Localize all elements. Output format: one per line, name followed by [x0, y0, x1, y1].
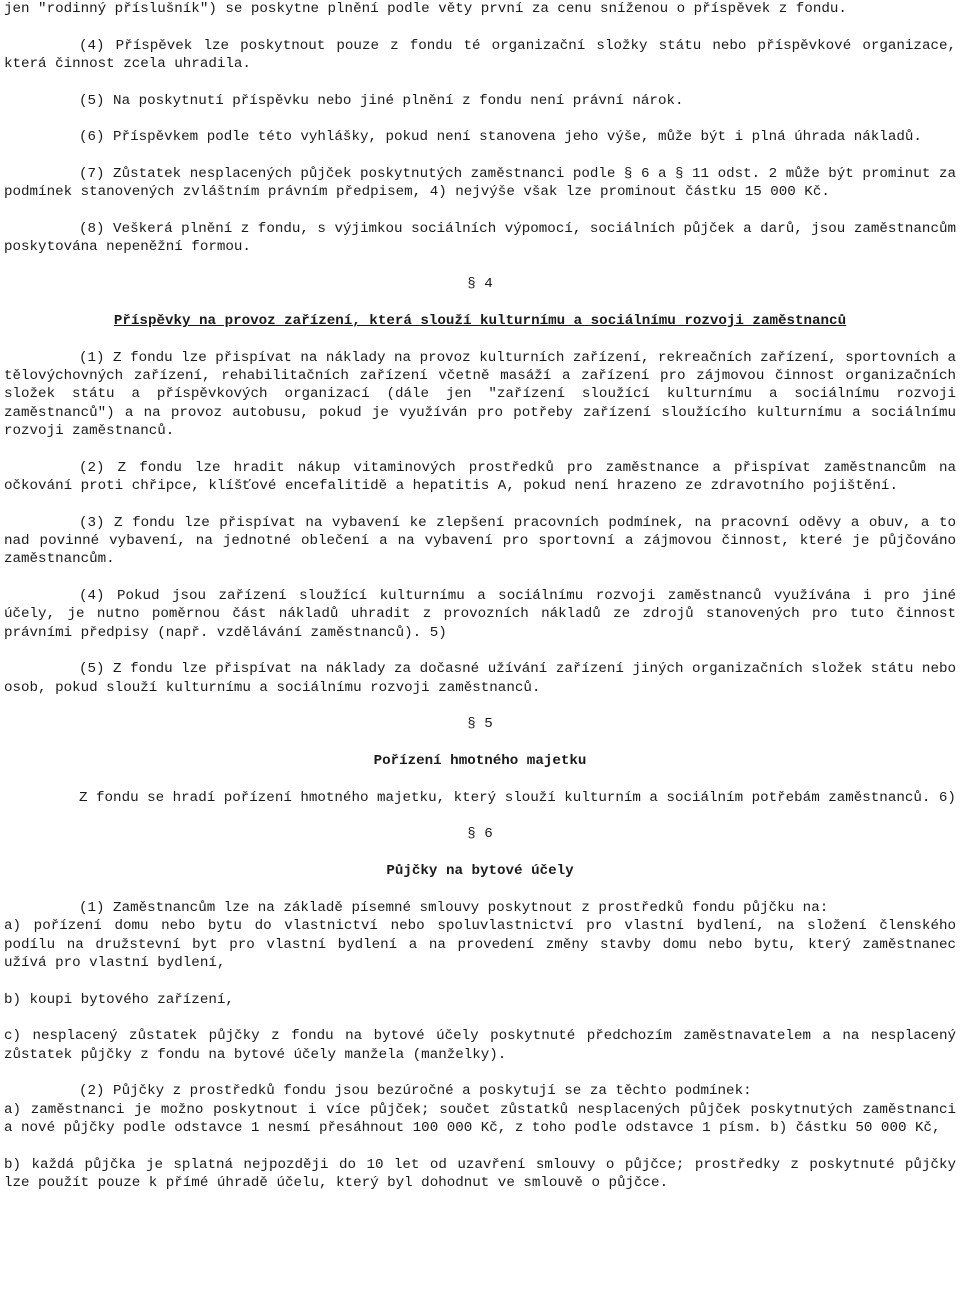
paragraph-3-6: (6) Příspěvkem podle této vyhlášky, pokud není stanovena jeho výše, může být i plná úhrada nákladů.	[79, 129, 922, 146]
section-number-4: § 4	[467, 276, 493, 293]
paragraph-3-4: (4) Příspěvek lze poskytnout pouze z fondu té organizační složky státu nebo příspěvkové organizace, která činnost zcela uhradila.	[4, 37, 956, 73]
paragraph-3-7: (7) Zůstatek nesplacených půjček poskytnutých zaměstnanci podle § 6 a § 11 odst. 2 může být prominut za podmínek stanovených zvláštním právním předpisem, 4) nejvýše však lze prominout částku 15 000 Kč.	[4, 166, 956, 201]
list-item-6-2-b: b) každá půjčka je splatná nejpozději do 10 let od uzavření smlouvy o půjčce; prostředky z poskytnuté půjčky lze použít pouze k přímé úhradě účelu, který byl dohodnut ve smlouvě o půjčce.	[4, 1156, 956, 1191]
paragraph-6-1: (1) Zaměstnancům lze na základě písemné smlouvy poskytnout z prostředků fondu půjčku na:	[79, 899, 829, 916]
section-number-6: § 6	[467, 826, 493, 843]
list-item-6-1-c: c) nesplacený zůstatek půjčky z fondu na bytové účely poskytnuté předchozím zaměstnavatelem a na nesplacený zůstatek půjčky z fondu na bytové účely manžela (manželky).	[4, 1028, 956, 1063]
paragraph-4-2: (2) Z fondu lze hradit nákup vitaminových prostředků pro zaměstnance a přispívat zaměstnancům na očkování proti chřipce, klíšťové encefalitidě a hepatitis A, pokud není hrazeno ze zdravotního pojištění.	[4, 459, 956, 494]
section-heading-5: Pořízení hmotného majetku	[373, 753, 587, 770]
paragraph-6-2: (2) Půjčky z prostředků fondu jsou bezúročné a poskytují se za těchto podmínek:	[79, 1083, 752, 1100]
list-item-6-2-a: a) zaměstnanci je možno poskytnout i více půjček; součet zůstatků nesplacených půjček poskytnutých zaměstnanci a nové půjčky podle odstavce 1 nesmí přesáhnout 100 000 Kč, z toho podle odstavce 1 písm. b) částku 50 000 Kč,	[4, 1101, 956, 1136]
paragraph-4-5: (5) Z fondu lze přispívat na náklady za dočasné užívání zařízení jiných organizačních složek státu nebo osob, pokud slouží kulturnímu a sociálnímu rozvoji zaměstnanců.	[4, 661, 956, 696]
paragraph-continuation: jen "rodinný příslušník") se poskytne plnění podle věty první za cenu sníženou o příspěvek z fondu.	[4, 1, 847, 17]
section-heading-4: Příspěvky na provoz zařízení, která slouží kulturnímu a sociálnímu rozvoji zaměstnanců	[113, 312, 847, 329]
paragraph-4-3: (3) Z fondu lze přispívat na vybavení ke zlepšení pracovních podmínek, na pracovní oděvy a obuv, a to nad povinné vybavení, na jednotné oblečení a na vybavení pro sportovní a zájmovou činnost, které je půjčováno zaměstnancům.	[4, 514, 956, 568]
paragraph-3-8: (8) Veškerá plnění z fondu, s výjimkou sociálních výpomocí, sociálních půjček a darů, jsou zaměstnancům poskytována nepeněžní formou.	[4, 221, 956, 256]
paragraph-4-4: (4) Pokud jsou zařízení sloužící kulturnímu a sociálnímu rozvoji zaměstnanců využívána i pro jiné účely, je nutno poměrnou část nákladů uhradit z provozních nákladů ze zdrojů stanovených pro tuto činnost právními předpisy (např. vzdělávání zaměstnanců). 5)	[4, 588, 956, 641]
list-item-6-1-b: b) koupi bytového zařízení,	[4, 991, 234, 1008]
paragraph-5-1: Z fondu se hradí pořízení hmotného majetku, který slouží kulturním a sociálním potřebám zaměstnanců. 6)	[79, 789, 956, 806]
section-number-5: § 5	[467, 716, 493, 733]
paragraph-4-1: (1) Z fondu lze přispívat na náklady na provoz kulturních zařízení, rekreačních zařízení, sportovních a tělovýchovných zařízení, rehabilitačních zařízení včetně masáží a zařízení pro zájmovou činnost organizačních složek státu a příspěvkových organizací (dále jen "zařízení sloužící kulturnímu a sociálnímu rozvoji zaměstnanců") a na provoz autobusu, pokud je využíván pro potřeby zařízení sloužícího kulturnímu a sociálnímu rozvoji zaměstnanců.	[4, 349, 956, 439]
paragraph-3-5: (5) Na poskytnutí příspěvku nebo jiné plnění z fondu není právní nárok.	[79, 92, 684, 109]
list-item-6-1-a: a) pořízení domu nebo bytu do vlastnictví nebo spoluvlastnictví pro vlastní bydlení, na složení členského podílu na družstevní byt pro vlastní bydlení a na provedení změny stavby domu nebo bytu, který zaměstnanec užívá pro vlastní bydlení,	[4, 918, 956, 971]
section-heading-6: Půjčky na bytové účely	[386, 863, 574, 880]
